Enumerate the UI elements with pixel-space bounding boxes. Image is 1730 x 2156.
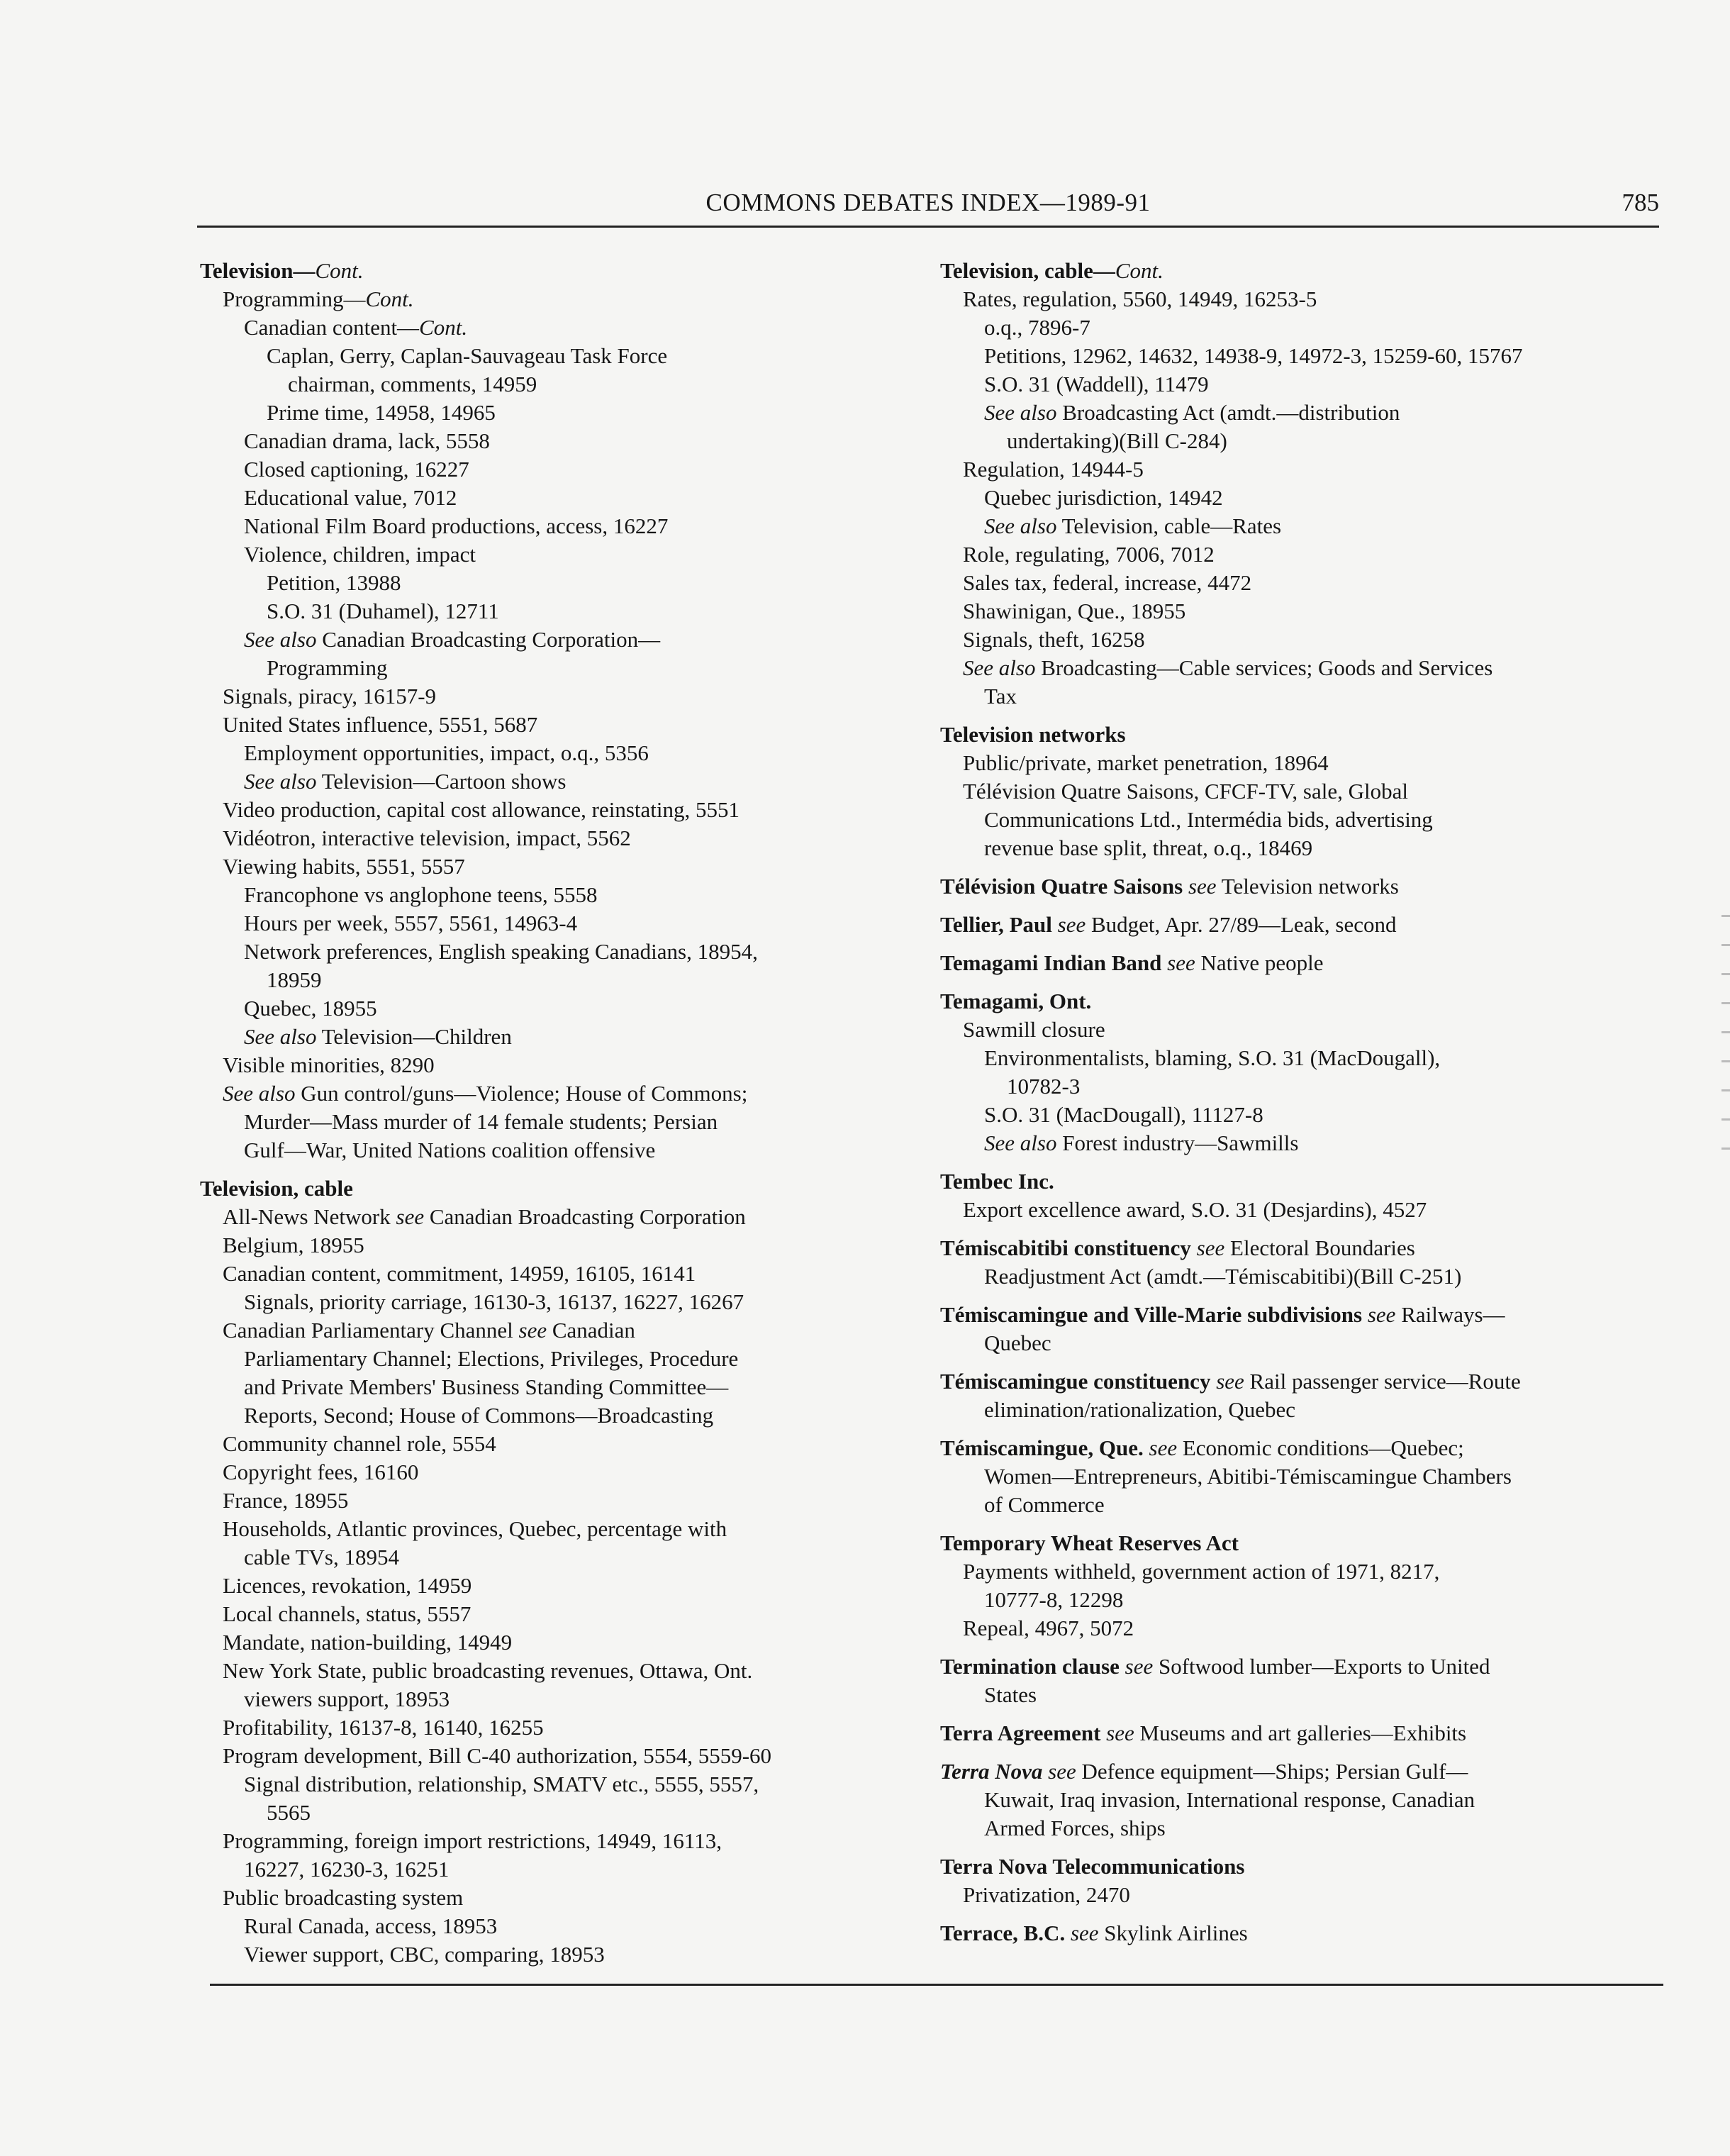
index-text: Repeal, 4967, 5072 — [963, 1616, 1134, 1640]
index-heading — [940, 911, 1649, 939]
index-text: Regulation, 14944-5 — [963, 457, 1144, 482]
index-text: Télévision Quatre Saisons, CFCF-TV, sale, Global — [963, 779, 1408, 804]
index-text: Softwood lumber—Exports to United — [1153, 1654, 1490, 1679]
index-text: France, 18955 — [223, 1488, 349, 1513]
index-subentry — [200, 285, 909, 313]
index-text: See also — [984, 513, 1057, 538]
index-subentry — [200, 1742, 909, 1770]
index-text: Témiscamingue constituency — [940, 1369, 1211, 1394]
index-text: see — [1119, 1654, 1154, 1679]
index-text: Kuwait, Iraq invasion, International response, Canadian — [984, 1787, 1475, 1812]
index-heading — [940, 872, 1649, 901]
index-text: Caplan, Gerry, Caplan-Sauvageau Task Force — [267, 343, 668, 368]
index-text: Television— — [200, 258, 316, 283]
page-header — [197, 183, 1659, 223]
index-text: Local channels, status, 5557 — [223, 1601, 471, 1626]
index-text: Terra Nova Telecommunications — [940, 1854, 1245, 1879]
index-subentry — [940, 1814, 1649, 1843]
index-text: Gulf—War, United Nations coalition offensive — [244, 1138, 656, 1162]
index-subentry — [200, 484, 909, 512]
index-text: Forest industry—Sawmills — [1056, 1130, 1299, 1155]
index-subentry — [200, 1373, 909, 1401]
index-subentry — [200, 881, 909, 909]
index-text: Canadian Broadcasting Corporation — [424, 1204, 746, 1229]
index-subentry — [200, 1051, 909, 1079]
index-subentry — [200, 682, 909, 711]
index-text: Cont. — [1115, 258, 1163, 283]
index-subentry — [940, 512, 1649, 540]
index-subentry — [940, 399, 1649, 427]
index-subentry — [200, 1401, 909, 1430]
index-subentry — [200, 370, 909, 399]
left-index-column — [200, 257, 909, 1969]
index-text: Tax — [984, 684, 1017, 709]
index-text: United States influence, 5551, 5687 — [223, 712, 538, 737]
index-heading — [940, 1234, 1649, 1262]
index-subentry — [200, 597, 909, 626]
index-text: Télévision Quatre Saisons — [940, 874, 1183, 899]
index-text: see — [1065, 1921, 1099, 1945]
index-subentry — [200, 1203, 909, 1231]
index-text: Public broadcasting system — [223, 1885, 464, 1910]
index-subentry — [200, 1657, 909, 1685]
index-text: 5565 — [267, 1800, 311, 1825]
index-text: 18959 — [267, 967, 322, 992]
index-subentry — [200, 540, 909, 569]
index-text: Quebec, 18955 — [244, 996, 377, 1021]
index-heading — [940, 1652, 1649, 1681]
index-text: S.O. 31 (MacDougall), 11127-8 — [984, 1102, 1263, 1127]
index-heading — [200, 1174, 909, 1203]
index-text: of Commerce — [984, 1492, 1105, 1517]
index-text: Viewer support, CBC, comparing, 18953 — [244, 1942, 605, 1967]
footer-rule — [210, 1984, 1663, 1986]
index-text: Visible minorities, 8290 — [223, 1052, 435, 1077]
index-subentry — [940, 370, 1649, 399]
index-text: see — [1183, 874, 1217, 899]
index-subentry — [200, 1912, 909, 1940]
index-heading — [940, 1367, 1649, 1396]
index-subentry — [940, 777, 1649, 806]
index-text: Television networks — [1216, 874, 1399, 899]
index-text: Women—Entrepreneurs, Abitibi-Témiscamingue Chambers — [984, 1464, 1512, 1489]
index-subentry — [200, 1231, 909, 1260]
index-heading — [200, 257, 909, 285]
index-subentry — [200, 1515, 909, 1543]
index-subentry — [200, 626, 909, 654]
index-subentry — [200, 767, 909, 796]
index-text: Tembec Inc. — [940, 1169, 1054, 1194]
index-text: Rates, regulation, 5560, 14949, 16253-5 — [963, 287, 1317, 311]
index-subentry — [200, 654, 909, 682]
index-subentry — [200, 1827, 909, 1855]
index-text: Canadian — [547, 1318, 635, 1343]
index-text: National Film Board productions, access, 16227 — [244, 513, 669, 538]
index-text: Rural Canada, access, 18953 — [244, 1913, 498, 1938]
index-text: Educational value, 7012 — [244, 485, 457, 510]
index-text: Murder—Mass murder of 14 female students; Persian — [244, 1109, 718, 1134]
index-text: Quebec jurisdiction, 14942 — [984, 485, 1223, 510]
index-text: Program development, Bill C-40 authorization, 5554, 5559-60 — [223, 1743, 772, 1768]
index-text: Television, cable—Rates — [1056, 513, 1282, 538]
index-text: see — [1051, 912, 1086, 937]
index-subentry — [940, 1329, 1649, 1357]
right-index-column — [940, 257, 1649, 1947]
index-heading — [940, 949, 1649, 977]
header-rule — [197, 226, 1659, 228]
index-text: 16227, 16230-3, 16251 — [244, 1857, 450, 1882]
index-text: see — [1161, 950, 1195, 975]
index-subentry — [940, 749, 1649, 777]
index-text: Termination clause — [940, 1654, 1120, 1679]
index-text: See also — [244, 769, 317, 794]
index-text: see — [1042, 1759, 1076, 1784]
index-subentry — [200, 711, 909, 739]
index-text: Signal distribution, relationship, SMATV etc., 5555, 5557, — [244, 1772, 759, 1796]
index-text: Railways— — [1395, 1302, 1505, 1327]
index-text: Public/private, market penetration, 18964 — [963, 750, 1329, 775]
index-text: Export excellence award, S.O. 31 (Desjardins), 4527 — [963, 1197, 1427, 1222]
index-subentry — [200, 1543, 909, 1572]
index-text: Terra Agreement — [940, 1721, 1101, 1745]
index-subentry — [200, 1628, 909, 1657]
index-text: Shawinigan, Que., 18955 — [963, 599, 1186, 623]
index-text: Defence equipment—Ships; Persian Gulf— — [1076, 1759, 1468, 1784]
index-text: Mandate, nation-building, 14949 — [223, 1630, 513, 1655]
index-text: 10777-8, 12298 — [984, 1587, 1124, 1612]
index-subentry — [200, 313, 909, 342]
index-subentry — [200, 1079, 909, 1108]
index-text: cable TVs, 18954 — [244, 1545, 399, 1569]
index-text: Canadian drama, lack, 5558 — [244, 428, 490, 453]
index-text: Terra Nova — [940, 1759, 1043, 1784]
index-heading — [940, 987, 1649, 1016]
index-text: Prime time, 14958, 14965 — [267, 400, 496, 425]
index-text: Canadian content, commitment, 14959, 16105, 16141 — [223, 1261, 696, 1286]
index-subentry — [200, 1458, 909, 1487]
index-subentry — [200, 1136, 909, 1165]
index-text: S.O. 31 (Duhamel), 12711 — [267, 599, 499, 623]
index-subentry — [200, 1855, 909, 1884]
index-subentry — [940, 1044, 1649, 1072]
index-subentry — [200, 1685, 909, 1713]
index-subentry — [940, 597, 1649, 626]
index-heading — [940, 1757, 1649, 1786]
index-text: Economic conditions—Quebec; — [1177, 1435, 1464, 1460]
index-text: Canadian Parliamentary Channel — [223, 1318, 519, 1343]
index-text: Parliamentary Channel; Elections, Privileges, Procedure — [244, 1346, 739, 1371]
index-subentry — [940, 654, 1649, 682]
index-heading — [940, 1852, 1649, 1881]
index-text: elimination/rationalization, Quebec — [984, 1397, 1296, 1422]
index-text: see — [1210, 1369, 1244, 1394]
index-text: New York State, public broadcasting revenues, Ottawa, Ont. — [223, 1658, 753, 1683]
index-subentry — [940, 834, 1649, 862]
index-subentry — [940, 313, 1649, 342]
index-subentry — [940, 285, 1649, 313]
index-text: Temagami, Ont. — [940, 989, 1092, 1013]
index-subentry — [200, 1316, 909, 1345]
index-subentry — [200, 1487, 909, 1515]
index-subentry — [200, 796, 909, 824]
index-text: Communications Ltd., Intermédia bids, advertising — [984, 807, 1433, 832]
index-subentry — [200, 1572, 909, 1600]
index-text: Terrace, B.C. — [940, 1921, 1066, 1945]
index-subentry — [200, 824, 909, 852]
index-text: Cont. — [365, 287, 414, 311]
index-text: Payments withheld, government action of 1971, 8217, — [963, 1559, 1440, 1584]
index-heading — [940, 1919, 1649, 1947]
index-text: Signals, piracy, 16157-9 — [223, 684, 437, 709]
index-text: Témiscamingue and Ville-Marie subdivisions — [940, 1302, 1363, 1327]
index-subentry — [940, 484, 1649, 512]
page-number: 785 — [1622, 189, 1659, 216]
index-subentry — [940, 569, 1649, 597]
index-subentry — [200, 938, 909, 966]
index-heading — [940, 1167, 1649, 1196]
index-subentry — [200, 909, 909, 938]
index-text: Skylink Airlines — [1098, 1921, 1248, 1945]
index-text: 10782-3 — [1007, 1074, 1081, 1099]
index-subentry — [940, 1101, 1649, 1129]
index-text: Temagami Indian Band — [940, 950, 1162, 975]
index-text: Programming— — [223, 287, 366, 311]
index-text: Petitions, 12962, 14632, 14938-9, 14972-3, 15259-60, 15767 — [984, 343, 1523, 368]
index-subentry — [200, 1260, 909, 1288]
index-text: Broadcasting Act (amdt.—distribution — [1056, 400, 1400, 425]
index-subentry — [940, 1196, 1649, 1224]
index-text: Privatization, 2470 — [963, 1882, 1130, 1907]
index-heading — [940, 257, 1649, 285]
index-subentry — [200, 399, 909, 427]
index-subentry — [940, 1491, 1649, 1519]
index-subentry — [200, 994, 909, 1023]
index-text: Signals, theft, 16258 — [963, 627, 1145, 652]
index-subentry — [940, 682, 1649, 711]
index-text: See also — [963, 655, 1036, 680]
index-text: undertaking)(Bill C-284) — [1007, 428, 1227, 453]
index-text: Sawmill closure — [963, 1017, 1105, 1042]
index-subentry — [940, 1614, 1649, 1643]
index-text: Profitability, 16137-8, 16140, 16255 — [223, 1715, 544, 1740]
running-title: COMMONS DEBATES INDEX—1989-91 — [705, 189, 1151, 216]
index-subentry — [940, 1396, 1649, 1424]
index-text: All-News Network — [223, 1204, 396, 1229]
index-text: Budget, Apr. 27/89—Leak, second — [1086, 912, 1397, 937]
index-subentry — [200, 342, 909, 370]
index-subentry — [200, 1770, 909, 1799]
index-text: Households, Atlantic provinces, Quebec, percentage with — [223, 1516, 727, 1541]
index-text: see — [1190, 1235, 1225, 1260]
index-text: Environmentalists, blaming, S.O. 31 (MacDougall), — [984, 1045, 1441, 1070]
index-text: Cont. — [419, 315, 468, 340]
index-text: and Private Members' Business Standing Committee— — [244, 1374, 729, 1399]
index-subentry — [940, 1262, 1649, 1291]
index-text: Vidéotron, interactive television, impact, 5562 — [223, 826, 631, 850]
index-text: Rail passenger service—Route — [1244, 1369, 1521, 1394]
index-subentry — [940, 1786, 1649, 1814]
index-text: Gun control/guns—Violence; House of Commons; — [295, 1081, 748, 1106]
index-text: Community channel role, 5554 — [223, 1431, 496, 1456]
index-text: Francophone vs anglophone teens, 5558 — [244, 882, 598, 907]
index-text: Armed Forces, ships — [984, 1816, 1166, 1840]
index-text: S.O. 31 (Waddell), 11479 — [984, 372, 1209, 396]
index-subentry — [940, 427, 1649, 455]
index-text: Tellier, Paul — [940, 912, 1052, 937]
index-text: Television, cable — [200, 1176, 353, 1201]
index-subentry — [940, 1016, 1649, 1044]
index-text: Signals, priority carriage, 16130-3, 16137, 16227, 16267 — [244, 1289, 744, 1314]
index-subentry — [940, 1586, 1649, 1614]
index-subentry — [200, 1940, 909, 1969]
index-text: Reports, Second; House of Commons—Broadcasting — [244, 1403, 714, 1428]
index-text: Television, cable— — [940, 258, 1115, 283]
index-heading — [940, 1434, 1649, 1462]
index-text: Employment opportunities, impact, o.q., 5356 — [244, 740, 649, 765]
index-subentry — [200, 455, 909, 484]
index-subentry — [200, 1288, 909, 1316]
index-subentry — [200, 852, 909, 881]
index-subentry — [200, 1799, 909, 1827]
index-text: Témiscabitibi constituency — [940, 1235, 1191, 1260]
index-text: See also — [984, 1130, 1057, 1155]
index-text: Canadian Broadcasting Corporation— — [316, 627, 661, 652]
index-subentry — [200, 1600, 909, 1628]
index-text: Cont. — [315, 258, 364, 283]
index-subentry — [200, 1884, 909, 1912]
index-subentry — [200, 569, 909, 597]
index-text: Hours per week, 5557, 5561, 14963-4 — [244, 911, 578, 935]
index-subentry — [200, 1430, 909, 1458]
index-text: see — [1100, 1721, 1134, 1745]
index-subentry — [200, 739, 909, 767]
index-text: Role, regulating, 7006, 7012 — [963, 542, 1215, 567]
index-text: Petition, 13988 — [267, 570, 401, 595]
index-text: Closed captioning, 16227 — [244, 457, 469, 482]
index-subentry — [940, 1881, 1649, 1909]
index-text: viewers support, 18953 — [244, 1687, 450, 1711]
index-text: See also — [244, 1024, 317, 1049]
index-subentry — [200, 427, 909, 455]
scan-edge-marks — [1721, 915, 1730, 1184]
index-heading — [940, 1301, 1649, 1329]
index-subentry — [940, 1129, 1649, 1157]
index-heading — [940, 1719, 1649, 1747]
index-text: Network preferences, English speaking Canadians, 18954, — [244, 939, 758, 964]
index-text: see — [518, 1318, 547, 1343]
index-text: Television—Cartoon shows — [316, 769, 567, 794]
index-text: chairman, comments, 14959 — [288, 372, 537, 396]
index-text: Video production, capital cost allowance, reinstating, 5551 — [223, 797, 740, 822]
index-text: Museums and art galleries—Exhibits — [1134, 1721, 1467, 1745]
index-subentry — [940, 1681, 1649, 1709]
index-text: Programming — [267, 655, 388, 680]
index-subentry — [200, 1345, 909, 1373]
index-subentry — [940, 455, 1649, 484]
index-text: Quebec — [984, 1330, 1051, 1355]
index-subentry — [940, 540, 1649, 569]
index-subentry — [200, 1108, 909, 1136]
index-text: See also — [984, 400, 1057, 425]
index-heading — [940, 721, 1649, 749]
index-text: see — [1143, 1435, 1178, 1460]
index-text: Electoral Boundaries — [1224, 1235, 1415, 1260]
index-text: Viewing habits, 5551, 5557 — [223, 854, 465, 879]
index-subentry — [940, 626, 1649, 654]
index-text: Readjustment Act (amdt.—Témiscabitibi)(Bill C-251) — [984, 1264, 1462, 1289]
index-subentry — [200, 512, 909, 540]
index-text: Sales tax, federal, increase, 4472 — [963, 570, 1252, 595]
index-text: Violence, children, impact — [244, 542, 476, 567]
index-subentry — [940, 806, 1649, 834]
index-text: See also — [244, 627, 317, 652]
index-text: revenue base split, threat, o.q., 18469 — [984, 835, 1313, 860]
index-text: Native people — [1195, 950, 1324, 975]
index-text: see — [1362, 1302, 1396, 1327]
index-text: Television networks — [940, 722, 1126, 747]
index-subentry — [200, 1023, 909, 1051]
index-subentry — [940, 342, 1649, 370]
index-text: Programming, foreign import restrictions, 14949, 16113, — [223, 1828, 722, 1853]
index-text: See also — [223, 1081, 296, 1106]
index-subentry — [200, 966, 909, 994]
index-subentry — [940, 1557, 1649, 1586]
index-text: see — [396, 1204, 425, 1229]
index-subentry — [940, 1072, 1649, 1101]
index-text: Belgium, 18955 — [223, 1233, 364, 1257]
index-subentry — [940, 1462, 1649, 1491]
index-text: States — [984, 1682, 1037, 1707]
index-heading — [940, 1529, 1649, 1557]
index-text: o.q., 7896-7 — [984, 315, 1090, 340]
index-text: Canadian content— — [244, 315, 420, 340]
index-text: Broadcasting—Cable services; Goods and Services — [1035, 655, 1493, 680]
index-text: Copyright fees, 16160 — [223, 1460, 419, 1484]
index-text: Temporary Wheat Reserves Act — [940, 1530, 1239, 1555]
index-text: Témiscamingue, Que. — [940, 1435, 1144, 1460]
index-subentry — [200, 1713, 909, 1742]
index-text: Licences, revokation, 14959 — [223, 1573, 472, 1598]
index-text: Television—Children — [316, 1024, 512, 1049]
